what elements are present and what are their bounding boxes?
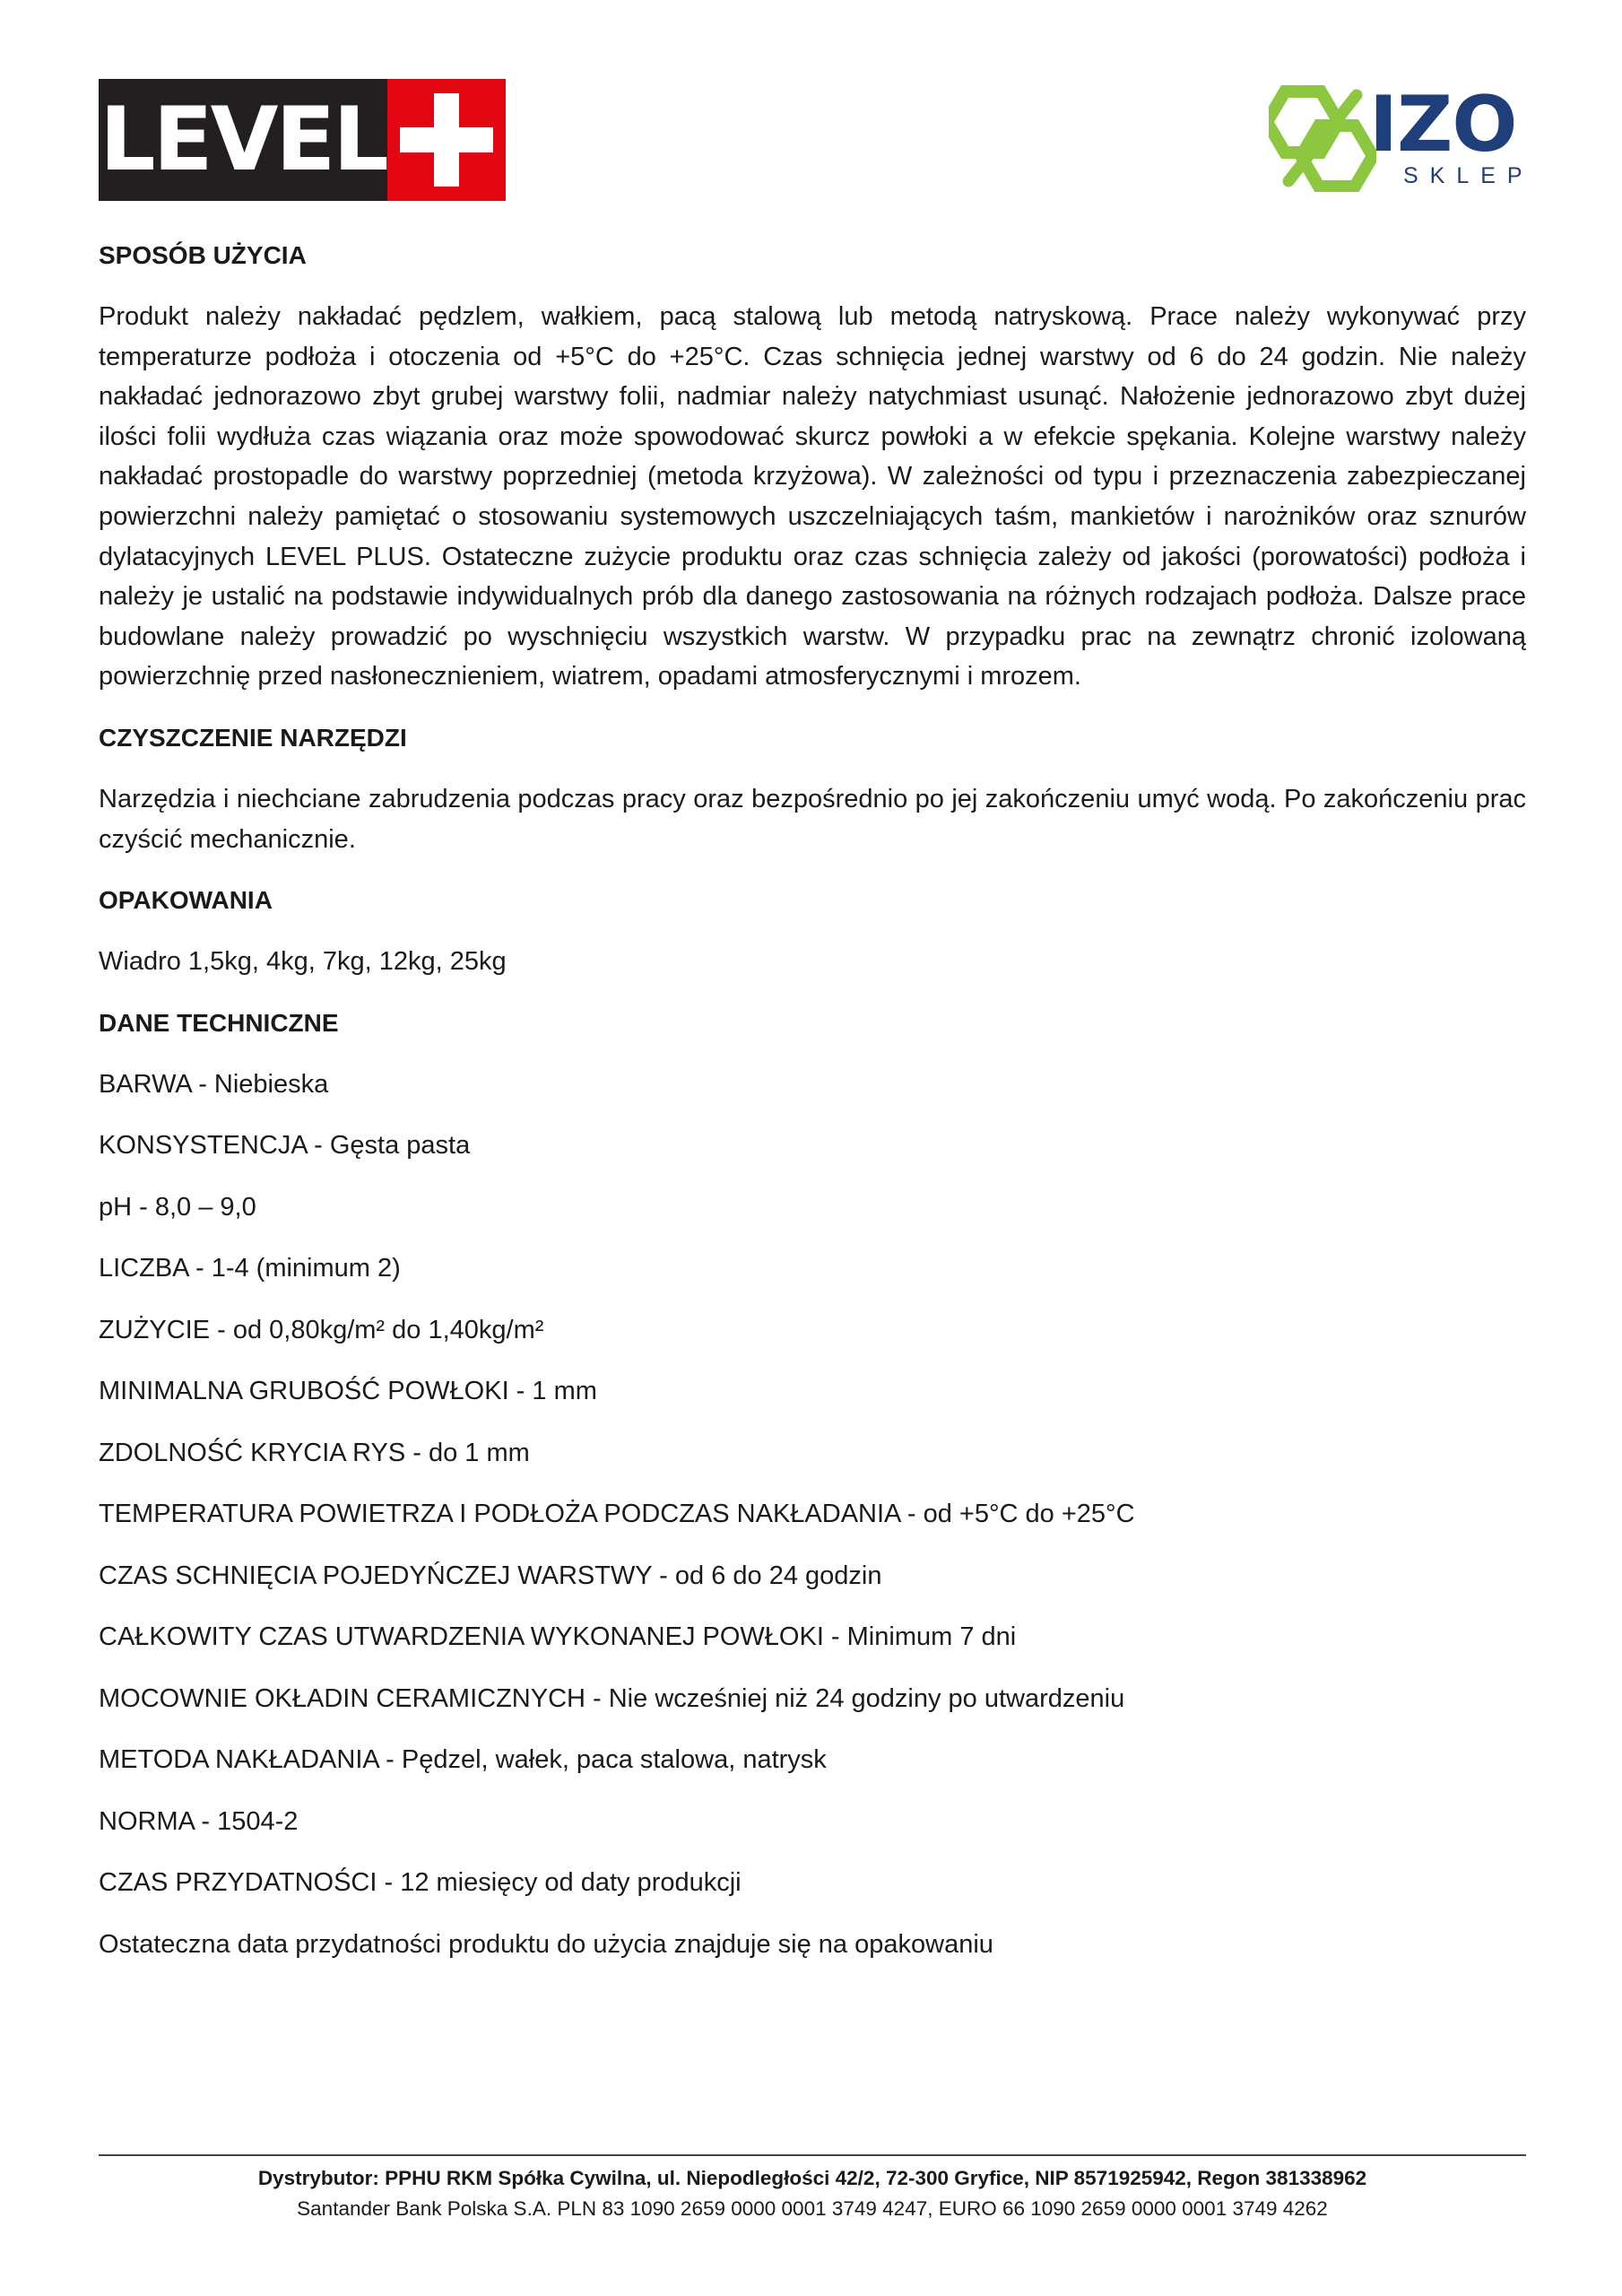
spec-crack-bridging: ZDOLNOŚĆ KRYCIA RYS - do 1 mm [99,1438,530,1467]
spec-min-thickness: MINIMALNA GRUBOŚĆ POWŁOKI - 1 mm [99,1377,597,1406]
spec-color: BARWA - Niebieska [99,1069,329,1099]
spec-consumption: ZUŻYCIE - od 0,80kg/m² do 1,40kg/m² [99,1315,544,1344]
document-body [99,236,1526,1986]
spec-layer-count: LICZBA - 1-4 (minimum 2) [99,1254,401,1283]
spec-application-method: METODA NAKŁADANIA - Pędzel, wałek, paca stalowa, natrysk [99,1745,827,1775]
spec-drying-time: CZAS SCHNIĘCIA POJEDYŃCZEJ WARSTWY - od 6 do 24 godzin [99,1561,882,1590]
spec-standard: NORMA - 1504-2 [99,1806,299,1836]
spec-ph: pH - 8,0 – 9,0 [99,1192,256,1222]
spec-full-cure-time: CAŁKOWITY CZAS UTWARDZENIA WYKONANEJ POWŁOKI - Minimum 7 dni [99,1622,1017,1652]
usage-heading: SPOSÓB UŻYCIA [99,241,307,269]
packaging-heading: OPAKOWANIA [99,886,273,915]
izo-sklep-logo [1269,80,1534,192]
spec-expiry-note: Ostateczna data przydatności produktu do użycia znajduje się na opakowaniu [99,1929,993,1959]
packaging-paragraph: Wiadro 1,5kg, 4kg, 7kg, 12kg, 25kg [99,947,507,977]
cleaning-paragraph: Narzędzia i niechciane zabrudzenia podczas pracy oraz bezpośrednio po jej zakończeniu umyć wodą. Po zakończeniu prac czyścić mechanicznie. [99,784,1526,854]
spec-consistency: KONSYSTENCJA - Gęsta pasta [99,1131,471,1161]
izo-logo-subtitle: SKLEP [1403,163,1534,188]
plus-icon [387,79,506,201]
footer-divider [99,2154,1526,2156]
footer [99,2163,1526,2224]
spec-application-temperature: TEMPERATURA POWIETRZA I PODŁOŻA PODCZAS NAKŁADANIA - od +5°C do +25°C [99,1500,1135,1529]
level-logo-word: LEVEL [99,79,387,201]
usage-paragraph: Produkt należy nakładać pędzlem, wałkiem, pacą stalową lub metodą natryskową. Prace należy wykonywać przy temperaturze podłoża i otoczenia od +5°C do +25°C. Czas schnięcia jednej warstwy od 6 do 24 godzin. Nie należy nakładać jednorazowo zbyt grubej warstwy folii, nadmiar należy natychmiast usunąć. Nałożenie jednorazowo zbyt dużej ilości folii wydłuża czas wiązania oraz może spowodować skurcz powłoki a w efekcie spękania. Kolejne warstwy należy nakładać prostopadle do warstwy poprzedniej (metoda krzyżowa). W zależności od typu i przeznaczenia zabezpieczanej powierzchni należy pamiętać o stosowaniu systemowych uszczelniających taśm, mankietów i narożników oraz sznurów dylatacyjnych LEVEL PLUS. Ostateczne zużycie produktu oraz czas schnięcia zależy od jakości (porowatości) podłoża i należy je ustalić na podstawie indywidualnych prób dla danego zastosowania na różnych rodzajach podłoża. Dalsze prace budowlane należy prowadzić po wyschnięciu wszystkich warstw. W przypadku prac na zewnątrz chronić izolowaną powierzchnię przed nasłonecznieniem, wiatrem, opadami atmosferycznymi i mrozem. [99,302,1526,691]
spec-shelf-life: CZAS PRZYDATNOŚCI - 12 miesięcy od daty produkcji [99,1868,742,1898]
technical-data-heading: DANE TECHNICZNE [99,1008,339,1037]
technical-data-list [99,1065,1526,1964]
level-plus-logo [99,79,506,201]
footer-bank-accounts: Santander Bank Polska S.A. PLN 83 1090 2659 0000 0001 3749 4247, EURO 66 1090 2659 0000 0001 3749 4262 [297,2197,1328,2220]
izo-logo-word: IZO [1369,80,1517,170]
cleaning-heading: CZYSZCZENIE NARZĘDZI [99,723,407,752]
footer-distributor: Dystrybutor: PPHU RKM Spółka Cywilna, ul. Niepodległości 42/2, 72-300 Gryfice, NIP 8571925942, Regon 381338962 [257,2167,1367,2189]
spec-tile-fixing: MOCOWNIE OKŁADIN CERAMICZNYCH - Nie wcześniej niż 24 godziny po utwardzeniu [99,1683,1125,1713]
hexagon-mark-icon [1269,84,1376,192]
